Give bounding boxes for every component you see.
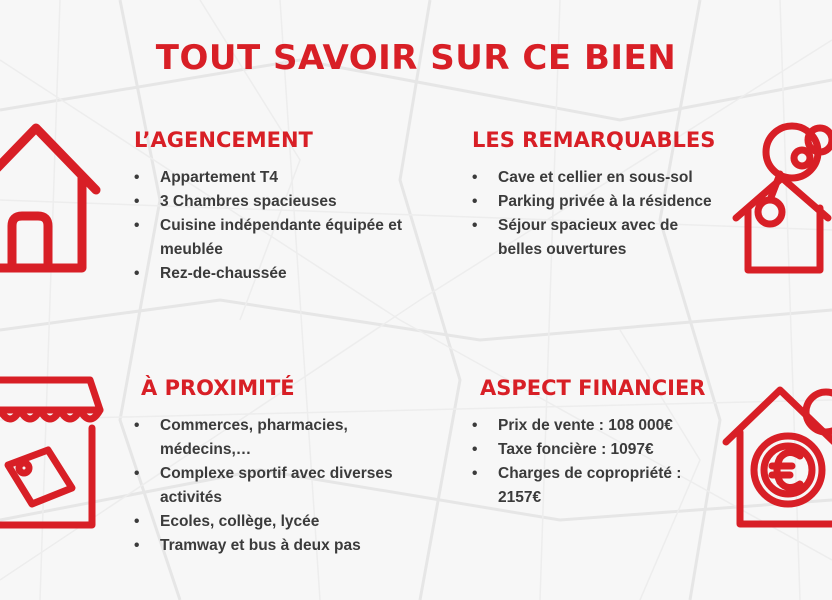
section-heading: L’AGENCEMENT [134,128,313,152]
section-remarquables [472,128,742,262]
list-item: • Charges de copropriété : 2157€ [472,462,708,510]
section-financier [472,376,722,510]
list-item: • Cave et cellier en sous-sol [472,166,742,190]
list-item: • Taxe foncière : 1097€ [472,438,722,462]
feature-list [134,166,434,286]
list-item: • Commerces, pharmacies, médecins,… [134,414,375,462]
feature-list [472,166,742,262]
shop-tag-icon [0,370,110,535]
list-item: • Rez-de-chaussée [134,262,434,286]
section-heading: À PROXIMITÉ [141,376,295,400]
list-item: • Tramway et bus à deux pas [134,534,434,558]
section-heading: LES REMARQUABLES [472,128,716,152]
section-proximite [134,376,434,558]
feature-list [134,414,434,558]
house-keys-icon [730,118,832,278]
list-item: • Séjour spacieux avec de belles ouvertures [472,214,726,262]
feature-list [472,414,722,510]
section-heading: ASPECT FINANCIER [480,376,706,400]
list-item: • Ecoles, collège, lycée [134,510,434,534]
house-euro-icon [722,372,832,532]
list-item: • Appartement T4 [134,166,434,190]
house-icon [0,118,105,278]
section-agencement [134,128,434,286]
list-item: • Cuisine indépendante équipée et meublée [134,214,418,262]
list-item: • 3 Chambres spacieuses [134,190,434,214]
list-item: • Parking privée à la résidence [472,190,742,214]
page-title: TOUT SAVOIR SUR CE BIEN [155,38,677,78]
list-item: • Complexe sportif avec diverses activités [134,462,428,510]
list-item: • Prix de vente : 108 000€ [472,414,722,438]
